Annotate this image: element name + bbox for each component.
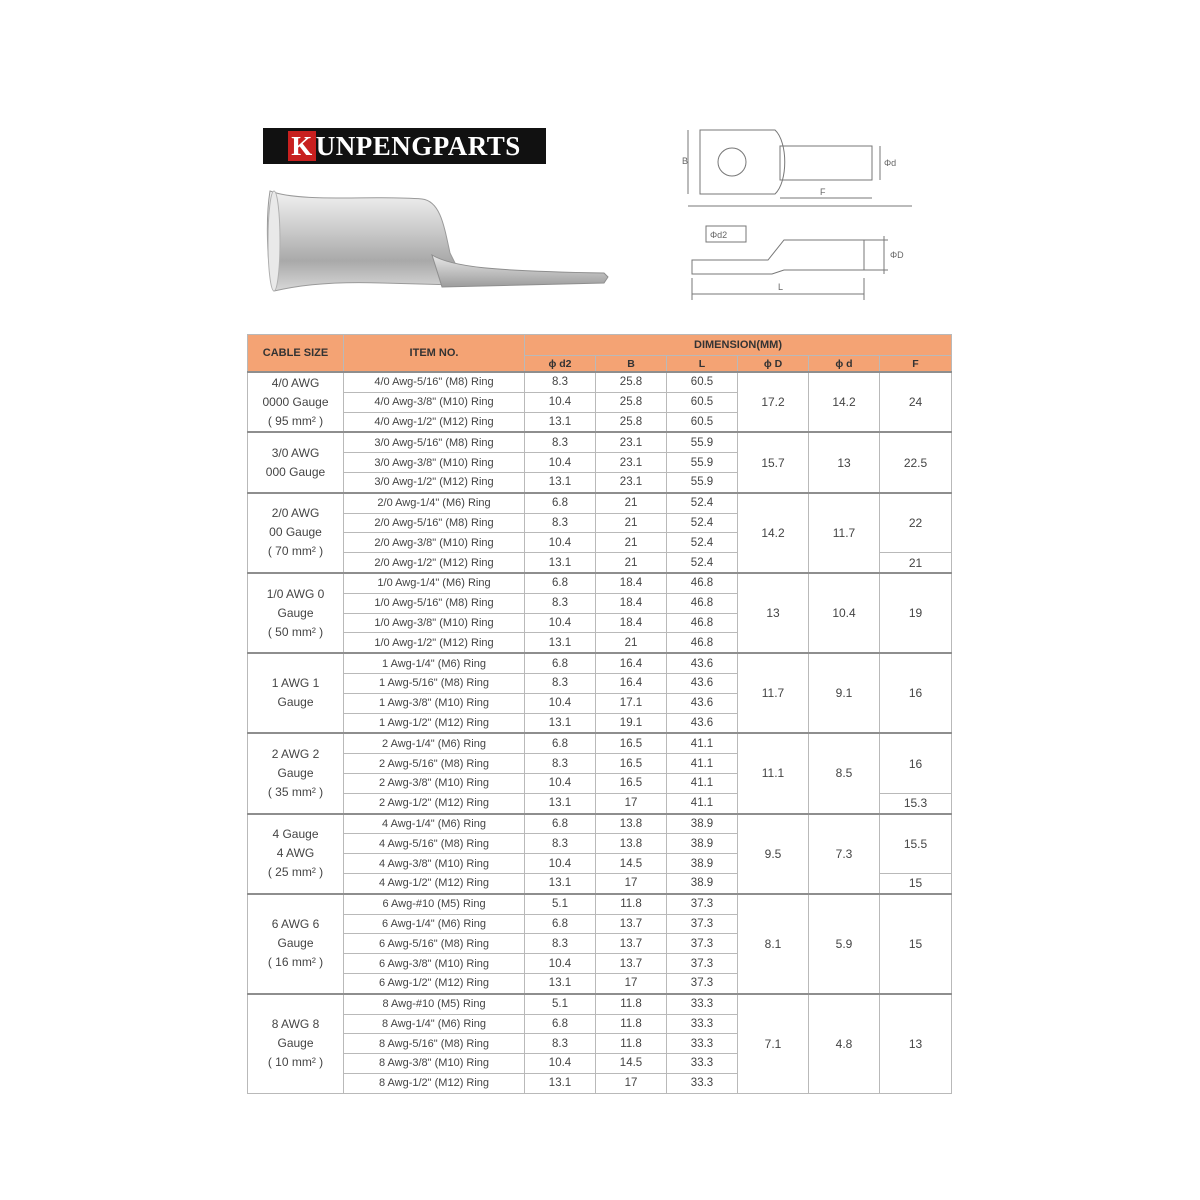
- l-cell: 60.5: [667, 372, 738, 392]
- cable-size-line: Gauge: [277, 1036, 314, 1051]
- l-cell: 37.3: [667, 914, 738, 934]
- d2-cell: 13.1: [525, 412, 596, 432]
- item-no-cell: 2/0 Awg-5/16" (M8) Ring: [344, 513, 525, 533]
- item-no-cell: 1/0 Awg-3/8" (M10) Ring: [344, 613, 525, 633]
- item-no-cell: 2 Awg-5/16" (M8) Ring: [344, 754, 525, 774]
- cable-size-line: Gauge: [277, 695, 314, 710]
- cable-size-line: Gauge: [277, 936, 314, 951]
- label-d: Φd: [884, 158, 897, 168]
- d2-cell: 8.3: [525, 673, 596, 693]
- D-cell: 11.1: [738, 733, 809, 813]
- item-no-cell: 8 Awg-1/2" (M12) Ring: [344, 1073, 525, 1093]
- d-cell: 14.2: [809, 372, 880, 432]
- l-cell: 41.1: [667, 754, 738, 774]
- header-dimension: DIMENSION(MM): [525, 335, 952, 356]
- item-no-cell: 6 Awg-1/4" (M6) Ring: [344, 914, 525, 934]
- d2-cell: 10.4: [525, 453, 596, 473]
- item-no-cell: 3/0 Awg-1/2" (M12) Ring: [344, 472, 525, 492]
- cable-size-cell: [248, 733, 344, 813]
- item-no-cell: 6 Awg-3/8" (M10) Ring: [344, 954, 525, 974]
- item-no-cell: 8 Awg-5/16" (M8) Ring: [344, 1034, 525, 1054]
- item-no-cell: 1/0 Awg-1/2" (M12) Ring: [344, 633, 525, 653]
- item-no-cell: 3/0 Awg-3/8" (M10) Ring: [344, 453, 525, 473]
- d2-cell: 13.1: [525, 472, 596, 492]
- d-cell: 5.9: [809, 894, 880, 994]
- label-b: B: [682, 156, 689, 166]
- l-cell: 37.3: [667, 973, 738, 993]
- b-cell: 21: [596, 533, 667, 553]
- label-f: F: [820, 187, 826, 197]
- item-no-cell: 1 Awg-5/16" (M8) Ring: [344, 673, 525, 693]
- cable-size-line: 2 AWG 2: [271, 746, 320, 761]
- b-cell: 19.1: [596, 713, 667, 733]
- d-cell: 13: [809, 432, 880, 492]
- item-no-cell: 8 Awg-1/4" (M6) Ring: [344, 1014, 525, 1034]
- b-cell: 21: [596, 513, 667, 533]
- table-row: [248, 814, 952, 834]
- l-cell: 46.8: [667, 573, 738, 593]
- cable-size-line: 6 AWG 6: [271, 917, 320, 932]
- cable-size-line: 2/0 AWG: [271, 506, 320, 521]
- item-no-cell: 4 Awg-3/8" (M10) Ring: [344, 854, 525, 874]
- cable-size-cell: [248, 814, 344, 894]
- d2-cell: 10.4: [525, 854, 596, 874]
- table-row: [248, 372, 952, 392]
- l-cell: 37.3: [667, 934, 738, 954]
- d-cell: 4.8: [809, 994, 880, 1093]
- l-cell: 37.3: [667, 954, 738, 974]
- header-l: L: [667, 356, 738, 373]
- f-cell: 16: [880, 653, 952, 733]
- d2-cell: 10.4: [525, 693, 596, 713]
- cable-size-cell: [248, 573, 344, 653]
- b-cell: 11.8: [596, 1014, 667, 1034]
- l-cell: 43.6: [667, 653, 738, 673]
- d-cell: 11.7: [809, 493, 880, 573]
- d2-cell: 8.3: [525, 432, 596, 452]
- l-cell: 38.9: [667, 873, 738, 893]
- b-cell: 23.1: [596, 472, 667, 492]
- item-no-cell: 2/0 Awg-1/2" (M12) Ring: [344, 553, 525, 573]
- cable-size-line: Gauge: [277, 605, 314, 620]
- b-cell: 13.8: [596, 814, 667, 834]
- l-cell: 41.1: [667, 793, 738, 813]
- header-d: ϕ d: [809, 356, 880, 373]
- table-row: [248, 994, 952, 1014]
- cable-size-line: 4 Gauge: [272, 827, 319, 842]
- brand-logo: [263, 128, 546, 164]
- l-cell: 55.9: [667, 432, 738, 452]
- d2-cell: 8.3: [525, 513, 596, 533]
- d2-cell: 13.1: [525, 1073, 596, 1093]
- b-cell: 13.7: [596, 934, 667, 954]
- header-item-no: ITEM NO.: [344, 335, 525, 373]
- d2-cell: 6.8: [525, 914, 596, 934]
- item-no-cell: 4/0 Awg-3/8" (M10) Ring: [344, 392, 525, 412]
- f-cell: 19: [880, 573, 952, 653]
- cable-size-cell: [248, 372, 344, 432]
- b-cell: 11.8: [596, 1034, 667, 1054]
- item-no-cell: 4/0 Awg-5/16" (M8) Ring: [344, 372, 525, 392]
- l-cell: 33.3: [667, 1054, 738, 1074]
- f-cell: 15: [880, 873, 952, 893]
- d2-cell: 10.4: [525, 954, 596, 974]
- d-cell: 9.1: [809, 653, 880, 733]
- b-cell: 14.5: [596, 854, 667, 874]
- d2-cell: 6.8: [525, 493, 596, 513]
- d2-cell: 6.8: [525, 814, 596, 834]
- cable-size-line: 1 AWG 1: [271, 676, 320, 691]
- b-cell: 16.5: [596, 733, 667, 753]
- cable-size-line: 0000 Gauge: [262, 394, 329, 409]
- header-D: ϕ D: [738, 356, 809, 373]
- lug-top-view-diagram: [680, 122, 920, 212]
- l-cell: 55.9: [667, 472, 738, 492]
- d2-cell: 5.1: [525, 994, 596, 1014]
- lug-product-image: [262, 185, 612, 295]
- b-cell: 18.4: [596, 573, 667, 593]
- d2-cell: 8.3: [525, 593, 596, 613]
- b-cell: 11.8: [596, 894, 667, 914]
- cable-size-line: 4/0 AWG: [271, 375, 320, 390]
- l-cell: 37.3: [667, 894, 738, 914]
- cable-size-line: ( 25 mm² ): [267, 865, 324, 880]
- b-cell: 16.4: [596, 653, 667, 673]
- l-cell: 43.6: [667, 673, 738, 693]
- l-cell: 38.9: [667, 854, 738, 874]
- item-no-cell: 1 Awg-3/8" (M10) Ring: [344, 693, 525, 713]
- table-row: [248, 653, 952, 673]
- table-row: [248, 573, 952, 593]
- l-cell: 43.6: [667, 693, 738, 713]
- l-cell: 52.4: [667, 493, 738, 513]
- D-cell: 14.2: [738, 493, 809, 573]
- cable-size-line: 3/0 AWG: [271, 445, 320, 460]
- b-cell: 17: [596, 873, 667, 893]
- item-no-cell: 1/0 Awg-5/16" (M8) Ring: [344, 593, 525, 613]
- label-d2: Φd2: [710, 230, 728, 240]
- b-cell: 18.4: [596, 593, 667, 613]
- d2-cell: 13.1: [525, 793, 596, 813]
- table-row: [248, 894, 952, 914]
- d2-cell: 10.4: [525, 1054, 596, 1074]
- cable-size-line: 4 AWG: [276, 846, 315, 861]
- l-cell: 41.1: [667, 733, 738, 753]
- b-cell: 16.4: [596, 673, 667, 693]
- b-cell: 21: [596, 493, 667, 513]
- d2-cell: 13.1: [525, 873, 596, 893]
- b-cell: 14.5: [596, 1054, 667, 1074]
- d2-cell: 6.8: [525, 1014, 596, 1034]
- d2-cell: 10.4: [525, 392, 596, 412]
- b-cell: 21: [596, 553, 667, 573]
- l-cell: 43.6: [667, 713, 738, 733]
- f-cell: 13: [880, 994, 952, 1093]
- d2-cell: 13.1: [525, 713, 596, 733]
- cable-size-line: 8 AWG 8: [271, 1017, 320, 1032]
- l-cell: 52.4: [667, 513, 738, 533]
- l-cell: 46.8: [667, 613, 738, 633]
- D-cell: 17.2: [738, 372, 809, 432]
- item-no-cell: 2 Awg-3/8" (M10) Ring: [344, 773, 525, 793]
- item-no-cell: 2 Awg-1/2" (M12) Ring: [344, 793, 525, 813]
- b-cell: 25.8: [596, 412, 667, 432]
- l-cell: 33.3: [667, 1014, 738, 1034]
- b-cell: 16.5: [596, 773, 667, 793]
- b-cell: 23.1: [596, 453, 667, 473]
- D-cell: 9.5: [738, 814, 809, 894]
- item-no-cell: 4 Awg-5/16" (M8) Ring: [344, 834, 525, 854]
- cable-size-line: ( 10 mm² ): [267, 1055, 324, 1070]
- b-cell: 16.5: [596, 754, 667, 774]
- l-cell: 55.9: [667, 453, 738, 473]
- d-cell: 7.3: [809, 814, 880, 894]
- table-row: [248, 432, 952, 452]
- b-cell: 13.7: [596, 954, 667, 974]
- item-no-cell: 6 Awg-5/16" (M8) Ring: [344, 934, 525, 954]
- b-cell: 11.8: [596, 994, 667, 1014]
- b-cell: 17: [596, 1073, 667, 1093]
- f-cell: 22.5: [880, 432, 952, 492]
- d2-cell: 8.3: [525, 1034, 596, 1054]
- f-cell: 24: [880, 372, 952, 432]
- d2-cell: 6.8: [525, 573, 596, 593]
- item-no-cell: 8 Awg-#10 (M5) Ring: [344, 994, 525, 1014]
- d2-cell: 8.3: [525, 834, 596, 854]
- item-no-cell: 8 Awg-3/8" (M10) Ring: [344, 1054, 525, 1074]
- label-l: L: [778, 282, 784, 292]
- d2-cell: 10.4: [525, 613, 596, 633]
- d2-cell: 13.1: [525, 633, 596, 653]
- cable-lug-spec-table: [247, 334, 952, 1094]
- cable-size-line: Gauge: [277, 765, 314, 780]
- item-no-cell: 6 Awg-#10 (M5) Ring: [344, 894, 525, 914]
- logo-rest: UNPENGPARTS: [315, 131, 521, 161]
- d2-cell: 13.1: [525, 973, 596, 993]
- d2-cell: 6.8: [525, 653, 596, 673]
- l-cell: 33.3: [667, 1034, 738, 1054]
- table-row: [248, 493, 952, 513]
- b-cell: 18.4: [596, 613, 667, 633]
- f-cell: 16: [880, 733, 952, 793]
- l-cell: 33.3: [667, 994, 738, 1014]
- f-cell: 15: [880, 894, 952, 994]
- cable-size-cell: [248, 894, 344, 994]
- f-cell: 15.3: [880, 793, 952, 813]
- b-cell: 17: [596, 973, 667, 993]
- b-cell: 23.1: [596, 432, 667, 452]
- cable-size-line: ( 50 mm² ): [267, 624, 324, 639]
- cable-size-line: ( 70 mm² ): [267, 544, 324, 559]
- b-cell: 17.1: [596, 693, 667, 713]
- D-cell: 8.1: [738, 894, 809, 994]
- l-cell: 52.4: [667, 553, 738, 573]
- d2-cell: 6.8: [525, 733, 596, 753]
- cable-size-cell: [248, 653, 344, 733]
- header-f: F: [880, 356, 952, 373]
- item-no-cell: 6 Awg-1/2" (M12) Ring: [344, 973, 525, 993]
- f-cell: 21: [880, 553, 952, 573]
- l-cell: 46.8: [667, 593, 738, 613]
- item-no-cell: 2/0 Awg-1/4" (M6) Ring: [344, 493, 525, 513]
- D-cell: 7.1: [738, 994, 809, 1093]
- d2-cell: 8.3: [525, 754, 596, 774]
- header-cable-size: CABLE SIZE: [248, 335, 344, 373]
- b-cell: 25.8: [596, 392, 667, 412]
- lug-side-view-diagram: [688, 218, 920, 306]
- spec-table-body: [248, 372, 952, 1093]
- D-cell: 15.7: [738, 432, 809, 492]
- d2-cell: 10.4: [525, 533, 596, 553]
- l-cell: 38.9: [667, 834, 738, 854]
- cable-size-line: ( 35 mm² ): [267, 784, 324, 799]
- item-no-cell: 4/0 Awg-1/2" (M12) Ring: [344, 412, 525, 432]
- item-no-cell: 1 Awg-1/2" (M12) Ring: [344, 713, 525, 733]
- cable-size-cell: [248, 432, 344, 492]
- b-cell: 21: [596, 633, 667, 653]
- f-cell: 22: [880, 493, 952, 553]
- d2-cell: 8.3: [525, 372, 596, 392]
- cable-size-line: ( 95 mm² ): [267, 413, 324, 428]
- b-cell: 25.8: [596, 372, 667, 392]
- cable-size-line: 00 Gauge: [269, 525, 322, 540]
- D-cell: 11.7: [738, 653, 809, 733]
- l-cell: 60.5: [667, 412, 738, 432]
- D-cell: 13: [738, 573, 809, 653]
- header-d2: ϕ d2: [525, 356, 596, 373]
- cable-size-cell: [248, 493, 344, 573]
- d-cell: 8.5: [809, 733, 880, 813]
- item-no-cell: 2 Awg-1/4" (M6) Ring: [344, 733, 525, 753]
- d2-cell: 5.1: [525, 894, 596, 914]
- l-cell: 52.4: [667, 533, 738, 553]
- l-cell: 38.9: [667, 814, 738, 834]
- item-no-cell: 1/0 Awg-1/4" (M6) Ring: [344, 573, 525, 593]
- b-cell: 13.7: [596, 914, 667, 934]
- d2-cell: 13.1: [525, 553, 596, 573]
- d-cell: 10.4: [809, 573, 880, 653]
- d2-cell: 8.3: [525, 934, 596, 954]
- item-no-cell: 4 Awg-1/2" (M12) Ring: [344, 873, 525, 893]
- f-cell: 15.5: [880, 814, 952, 874]
- l-cell: 60.5: [667, 392, 738, 412]
- header-b: B: [596, 356, 667, 373]
- l-cell: 46.8: [667, 633, 738, 653]
- cable-size-line: 1/0 AWG 0: [266, 586, 325, 601]
- cable-size-line: 000 Gauge: [265, 464, 326, 479]
- logo-first-letter: K: [288, 131, 316, 161]
- table-row: [248, 733, 952, 753]
- l-cell: 33.3: [667, 1073, 738, 1093]
- cable-size-cell: [248, 994, 344, 1093]
- label-D: ΦD: [890, 250, 904, 260]
- item-no-cell: 1 Awg-1/4" (M6) Ring: [344, 653, 525, 673]
- item-no-cell: 2/0 Awg-3/8" (M10) Ring: [344, 533, 525, 553]
- item-no-cell: 3/0 Awg-5/16" (M8) Ring: [344, 432, 525, 452]
- l-cell: 41.1: [667, 773, 738, 793]
- d2-cell: 10.4: [525, 773, 596, 793]
- item-no-cell: 4 Awg-1/4" (M6) Ring: [344, 814, 525, 834]
- b-cell: 13.8: [596, 834, 667, 854]
- cable-size-line: ( 16 mm² ): [267, 955, 324, 970]
- b-cell: 17: [596, 793, 667, 813]
